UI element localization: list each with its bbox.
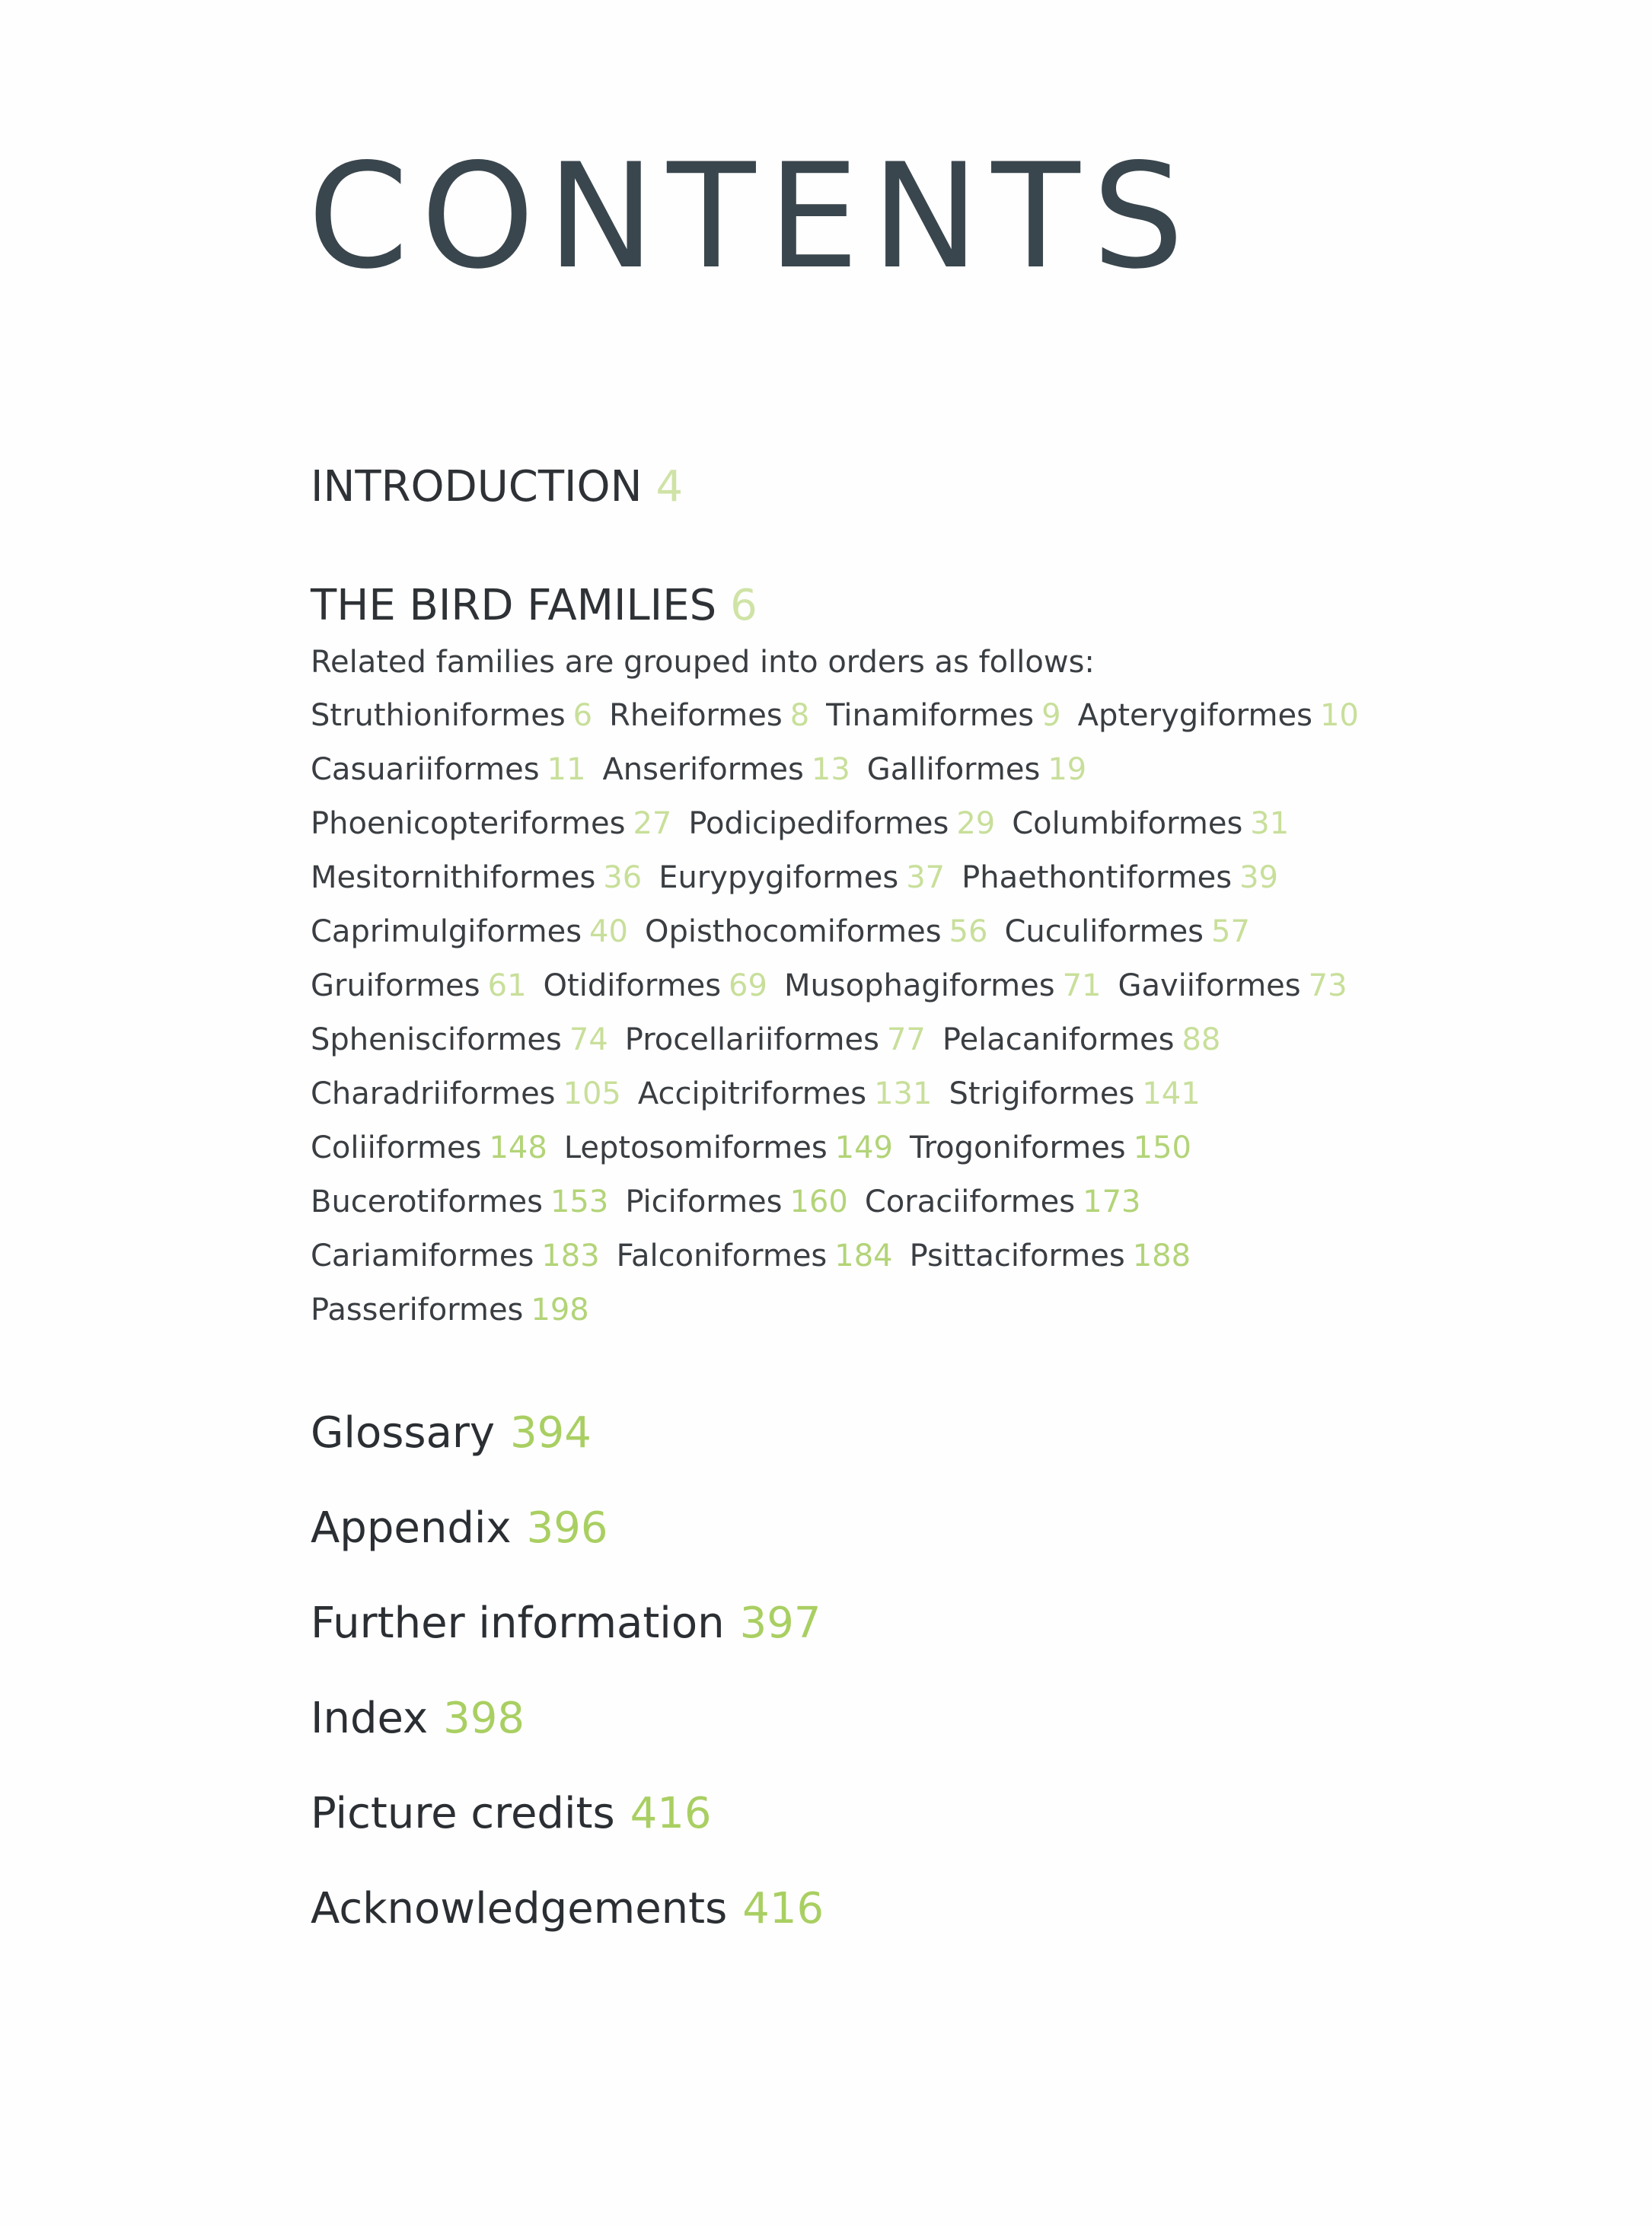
order-row [311,698,1359,754]
order-name: Eurypygiformes [659,860,899,895]
back-matter-list [311,1408,824,1983]
order-page-number: 74 [569,1022,608,1057]
order-page-number: 71 [1062,968,1102,1003]
order-row [311,1184,1346,1241]
page-title: CONTENTS [308,132,1197,301]
order-name: Charadriiformes [311,1076,556,1111]
back-matter-page-number: 398 [443,1694,525,1743]
order-name: Gaviiformes [1118,968,1301,1003]
order-page-number: 61 [487,968,527,1003]
order-page-number: 37 [906,860,946,895]
order-entry[interactable] [867,754,1086,785]
back-matter-page-number: 416 [742,1884,824,1933]
order-page-number: 73 [1308,968,1347,1003]
back-matter-label: Picture credits [311,1789,615,1838]
back-matter-entry[interactable] [311,1694,824,1793]
order-entry[interactable] [311,700,592,731]
back-matter-page-number: 396 [526,1503,608,1553]
order-entry[interactable] [311,1076,621,1111]
order-name: Phaethontiformes [962,860,1233,895]
order-row [311,916,1346,971]
order-name: Piciformes [625,1184,783,1219]
order-page-number: 11 [547,752,586,787]
order-entry[interactable] [625,1184,848,1219]
order-name: Tinamiformes [826,698,1035,733]
order-name: Passeriformes [311,1293,524,1328]
order-name: Anseriformes [602,752,804,787]
order-page-number: 77 [886,1022,926,1057]
order-entry[interactable] [311,754,585,785]
order-name: Apterygiformes [1077,698,1312,733]
order-entry[interactable] [602,754,850,785]
order-name: Struthioniformes [311,698,566,733]
order-name: Cuculiformes [1004,914,1204,949]
order-name: Bucerotiformes [311,1184,543,1219]
order-name: Accipitriformes [637,1076,867,1111]
order-row [311,968,1347,1025]
order-entry[interactable] [962,862,1278,893]
back-matter-label: Acknowledgements [311,1884,728,1933]
back-matter-entry[interactable] [311,1884,824,1983]
order-entry[interactable] [645,916,988,947]
order-entry[interactable] [311,808,671,839]
order-name: Leptosomiformes [563,1130,828,1165]
back-matter-page-number: 394 [510,1408,592,1458]
order-row [311,808,1346,862]
order-entry[interactable] [1004,916,1249,947]
order-page-number: 69 [729,968,767,1003]
order-name: Columbiformes [1012,806,1243,841]
order-row [311,1076,1346,1133]
back-matter-entry[interactable] [311,1408,824,1507]
order-page-number: 148 [489,1130,547,1165]
order-name: Mesitornithiformes [311,860,596,895]
order-name: Casuariiformes [311,752,540,787]
order-name: Psittaciformes [909,1238,1125,1273]
order-name: Podicipediformes [688,806,949,841]
order-page-number: 150 [1133,1130,1192,1165]
order-name: Musophagiformes [783,968,1055,1003]
order-name: Coliiformes [311,1130,482,1165]
order-name: Opisthocomiformes [644,914,942,949]
order-entry[interactable] [910,1130,1192,1165]
order-page-number: 29 [956,806,996,841]
order-entry[interactable] [311,1184,609,1219]
order-name: Galliformes [866,752,1041,787]
order-entry[interactable] [942,1022,1221,1057]
order-page-number: 183 [541,1238,600,1273]
order-name: Sphenisciformes [311,1022,562,1057]
order-entry[interactable] [1078,700,1359,731]
order-page-number: 173 [1083,1184,1141,1219]
order-name: Falconiformes [616,1238,828,1273]
order-page-number: 6 [572,698,593,733]
back-matter-label: Appendix [311,1503,512,1553]
order-row [311,1130,1346,1187]
order-name: Caprimulgiformes [311,914,582,949]
order-row [311,754,1346,808]
order-page-number: 27 [633,806,672,841]
order-entry[interactable] [659,862,945,893]
order-name: Otidiformes [543,968,722,1003]
introduction-label: INTRODUCTION [311,462,643,512]
order-entry[interactable] [624,1022,926,1057]
order-entry[interactable] [311,1022,608,1057]
order-entry[interactable] [311,1130,547,1165]
order-entry[interactable] [563,1130,894,1165]
order-name: Trogoniformes [910,1130,1126,1165]
order-entry[interactable] [1118,968,1347,1003]
order-page-number: 198 [531,1293,589,1328]
order-entry[interactable] [311,968,527,1003]
order-row [311,1022,1346,1079]
order-entry[interactable] [311,1238,600,1273]
order-page-number: 8 [789,698,810,733]
back-matter-page-number: 416 [630,1789,712,1838]
order-entry[interactable] [311,862,642,893]
introduction-heading[interactable] [311,462,684,512]
bird-families-page: 6 [730,581,757,630]
order-entry[interactable] [949,1076,1201,1111]
introduction-page: 4 [655,462,684,512]
order-name: Coraciiformes [864,1184,1076,1219]
order-page-number: 88 [1182,1022,1221,1057]
order-name: Pelacaniformes [942,1022,1175,1057]
bird-families-label: THE BIRD FAMILIES [311,581,717,630]
back-matter-label: Glossary [311,1408,496,1458]
order-page-number: 19 [1048,752,1087,787]
order-name: Gruiformes [311,968,480,1003]
order-page-number: 153 [550,1184,609,1219]
order-page-number: 105 [563,1076,621,1111]
order-page-number: 10 [1319,698,1359,733]
order-name: Phoenicopteriformes [311,806,626,841]
order-entry[interactable] [543,968,767,1003]
back-matter-label: Further information [311,1599,725,1648]
order-entry[interactable] [826,700,1060,731]
order-name: Rheiformes [609,698,783,733]
order-entry[interactable] [909,1238,1191,1273]
order-row [311,1238,1346,1295]
back-matter-page-number: 397 [739,1599,821,1648]
order-page-number: 13 [811,752,850,787]
order-page-number: 149 [834,1130,894,1165]
order-page-number: 188 [1132,1238,1191,1273]
order-page-number: 39 [1239,860,1279,895]
order-entry[interactable] [688,808,995,839]
order-entry[interactable] [311,916,628,947]
order-name: Strigiformes [949,1076,1135,1111]
order-page-number: 40 [589,914,628,949]
order-name: Procellariiformes [624,1022,879,1057]
order-page-number: 9 [1041,698,1061,733]
order-page-number: 131 [874,1076,933,1111]
order-entry[interactable] [609,700,809,731]
order-page-number: 184 [834,1238,893,1273]
order-page-number: 141 [1142,1076,1201,1111]
order-entry[interactable] [864,1184,1141,1219]
order-row [311,862,1346,916]
back-matter-entry[interactable] [311,1599,824,1697]
back-matter-entry[interactable] [311,1503,824,1602]
orders-list [311,698,1359,1349]
back-matter-label: Index [311,1694,429,1743]
back-matter-entry[interactable] [311,1789,824,1888]
bird-families-heading[interactable] [311,581,757,630]
order-entry[interactable] [637,1076,933,1111]
order-page-number: 57 [1211,914,1250,949]
order-entry[interactable] [616,1238,893,1273]
orders-note: Related families are grouped into orders as follows: [311,645,1095,680]
order-page-number: 31 [1250,806,1290,841]
order-entry[interactable] [783,968,1102,1003]
order-page-number: 56 [949,914,988,949]
order-row [311,1295,1346,1349]
order-entry[interactable] [1012,808,1289,839]
order-name: Cariamiformes [311,1238,534,1273]
order-page-number: 36 [603,860,643,895]
order-entry[interactable] [311,1293,589,1328]
order-page-number: 160 [789,1184,848,1219]
